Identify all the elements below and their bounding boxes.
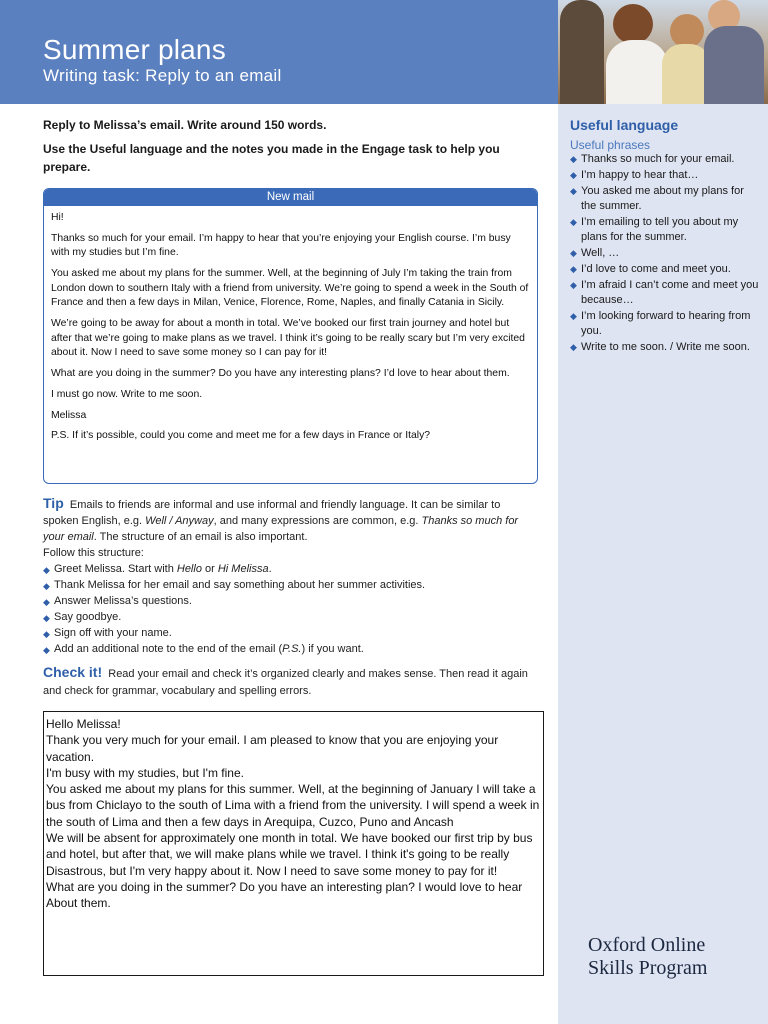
structure-item xyxy=(43,561,533,577)
structure-item-italic: P.S. xyxy=(282,643,302,655)
email-paragraph: Hi! xyxy=(51,212,64,223)
phrase-list xyxy=(570,152,760,356)
brand-line-1: Oxford Online xyxy=(588,934,706,956)
answer-line: About them. xyxy=(46,896,111,911)
diamond-bullet-icon: ◆ xyxy=(43,597,50,607)
diamond-bullet-icon: ◆ xyxy=(570,170,577,180)
answer-line: Thank you very much for your email. I am pleased to know that you are enjoying your vacation. xyxy=(46,733,502,764)
answer-line: I'm busy with my studies, but I'm fine. xyxy=(46,765,244,780)
email-paragraph: What are you doing in the summer? Do you have any interesting plans? I’d love to hear about them. xyxy=(51,368,510,380)
diamond-bullet-icon: ◆ xyxy=(570,217,577,227)
page-title: Summer plans xyxy=(43,34,226,65)
photo-person-shape xyxy=(662,44,710,104)
tip-example-2: Thanks so much for your email xyxy=(43,515,519,543)
structure-item-text: Thank Melissa for her email and say something about her summer activities. xyxy=(54,579,426,591)
answer-line: You asked me about my plans for this summer. Well, at the beginning of January I will take a bus from Chiclayo to the south of Lima with a friend from the university. I will spend a week in the south of Lima and then a few days in Arequipa, Cuzco, Puno and Ancash xyxy=(46,782,543,829)
phrase-text: You asked me about my plans for the summer. xyxy=(581,185,744,212)
phrase-item xyxy=(570,309,760,339)
phrase-item xyxy=(570,184,760,214)
useful-language-sidebar xyxy=(558,104,768,1024)
photo-person-shape xyxy=(704,26,764,104)
diamond-bullet-icon: ◆ xyxy=(570,264,577,274)
tip-label: Tip xyxy=(43,495,64,511)
diamond-bullet-icon: ◆ xyxy=(570,186,577,196)
tip-text-c: . The structure of an email is also important. xyxy=(93,531,308,543)
header-banner xyxy=(0,0,558,104)
diamond-bullet-icon: ◆ xyxy=(570,154,577,164)
oxford-logo xyxy=(588,934,707,980)
structure-list xyxy=(43,561,533,657)
structure-item xyxy=(43,641,533,657)
answer-line: What are you doing in the summer? Do you have an interesting plan? I would love to hear xyxy=(46,879,523,894)
structure-item-text: Add an additional note to the end of the email ( xyxy=(54,643,283,655)
structure-item-text: Answer Melissa’s questions. xyxy=(54,595,192,607)
diamond-bullet-icon: ◆ xyxy=(570,280,577,290)
check-section xyxy=(43,664,533,700)
email-paragraph: We’re going to be away for about a month in total. We’ve booked our first train journey and hotel but after that we’re going to make plans as we travel. I think it’s going to be really scary but I’m very excited about it. Now I need to save some money so I can pay for it! xyxy=(51,318,525,359)
header-photo xyxy=(558,0,768,104)
instruction-line-2: Use the Useful language and the notes you made in the Engage task to help you prepare. xyxy=(43,142,500,174)
email-panel xyxy=(43,188,538,484)
email-panel-header: New mail xyxy=(44,189,537,206)
structure-item-text: Sign off with your name. xyxy=(54,627,172,639)
email-paragraph: Melissa xyxy=(51,409,87,421)
phrase-text: I’m happy to hear that… xyxy=(581,169,699,181)
diamond-bullet-icon: ◆ xyxy=(43,645,50,655)
photo-person-shape xyxy=(613,4,653,44)
email-paragraph: I must go now. Write to me soon. xyxy=(51,388,203,400)
phrase-text: Write to me soon. / Write me soon. xyxy=(581,341,750,353)
diamond-bullet-icon: ◆ xyxy=(43,613,50,623)
phrase-text: Thanks so much for your email. xyxy=(581,153,735,165)
photo-person-shape xyxy=(560,0,604,104)
diamond-bullet-icon: ◆ xyxy=(570,311,577,321)
structure-item-text: . xyxy=(268,563,272,575)
answer-line: We will be absent for approximately one month in total. We have booked our first trip by bus and hotel, but after that, we will make plans while we travel. I think it's going to be really xyxy=(46,831,536,862)
email-paragraph: Thanks so much for your email. I’m happy to hear that you’re enjoying your English course. I’m busy with my studies but I’m fine. xyxy=(51,232,511,259)
sidebar-title: Useful language xyxy=(570,117,679,133)
page-subtitle: Writing task: Reply to an email xyxy=(43,66,282,85)
tip-text xyxy=(43,495,533,545)
answer-textarea[interactable] xyxy=(43,711,544,976)
structure-item-text: Say goodbye. xyxy=(54,611,122,623)
tip-example-1: Well / Anyway xyxy=(145,515,214,527)
structure-item-text: ) if you want. xyxy=(301,643,364,655)
structure-item-italic: Hi Melissa xyxy=(217,563,269,575)
phrase-text: I’d love to come and meet you. xyxy=(581,263,731,275)
tip-text-b: , and many expressions are common, e.g. xyxy=(213,515,419,527)
email-paragraph: P.S. If it’s possible, could you come and meet me for a few days in France or Italy? xyxy=(51,430,431,442)
check-text: Read your email and check it’s organized clearly and makes sense. Then read it again and check for grammar, vocabulary and spelling errors. xyxy=(43,668,528,697)
phrase-item xyxy=(570,262,760,277)
structure-item-italic: Hello xyxy=(176,563,202,575)
answer-line: Disastrous, but I'm very happy about it. Now I need to save some money to pay for it! xyxy=(46,863,498,878)
brand-line-2: Skills Program xyxy=(588,957,708,979)
diamond-bullet-icon: ◆ xyxy=(570,342,577,352)
tip-text-a: Emails to friends are informal and use informal and friendly language. It can be similar to spoken English, e.g. xyxy=(43,499,501,527)
instruction-line-1: Reply to Melissa’s email. Write around 150 words. xyxy=(43,118,327,132)
structure-item xyxy=(43,593,533,609)
phrase-text: Well, … xyxy=(581,247,620,259)
tip-follow: Follow this structure: xyxy=(43,547,144,559)
structure-item-text: or xyxy=(201,563,218,575)
diamond-bullet-icon: ◆ xyxy=(43,581,50,591)
check-label: Check it! xyxy=(43,664,103,680)
phrase-item xyxy=(570,168,760,183)
diamond-bullet-icon: ◆ xyxy=(570,248,577,258)
phrase-text: I’m afraid I can’t come and meet you because… xyxy=(581,279,759,306)
email-paragraph: You asked me about my plans for the summer. Well, at the beginning of July I’m taking the train from London down to southern Italy with a friend from university. We’re going to spend a week in the South of France and then a few days in Milan, Venice, Florence, Rome, Naples, and finally Catania in Sicily. xyxy=(51,268,529,309)
phrase-item xyxy=(570,246,760,261)
phrase-item xyxy=(570,152,760,167)
structure-item xyxy=(43,625,533,641)
phrase-text: I’m looking forward to hearing from you. xyxy=(581,310,751,337)
email-body xyxy=(44,206,537,444)
diamond-bullet-icon: ◆ xyxy=(43,565,50,575)
phrase-item xyxy=(570,278,760,308)
photo-person-shape xyxy=(670,14,704,48)
diamond-bullet-icon: ◆ xyxy=(43,629,50,639)
phrase-item xyxy=(570,215,760,245)
phrase-item xyxy=(570,340,760,355)
phrase-text: I’m emailing to tell you about my plans for the summer. xyxy=(581,216,739,243)
structure-item xyxy=(43,609,533,625)
answer-line: Hello Melissa! xyxy=(46,717,121,731)
structure-item-text: Greet Melissa. Start with xyxy=(54,563,177,575)
tip-section xyxy=(43,495,533,657)
photo-person-shape xyxy=(606,40,668,104)
sidebar-subtitle: Useful phrases xyxy=(570,138,651,152)
structure-item xyxy=(43,577,533,593)
